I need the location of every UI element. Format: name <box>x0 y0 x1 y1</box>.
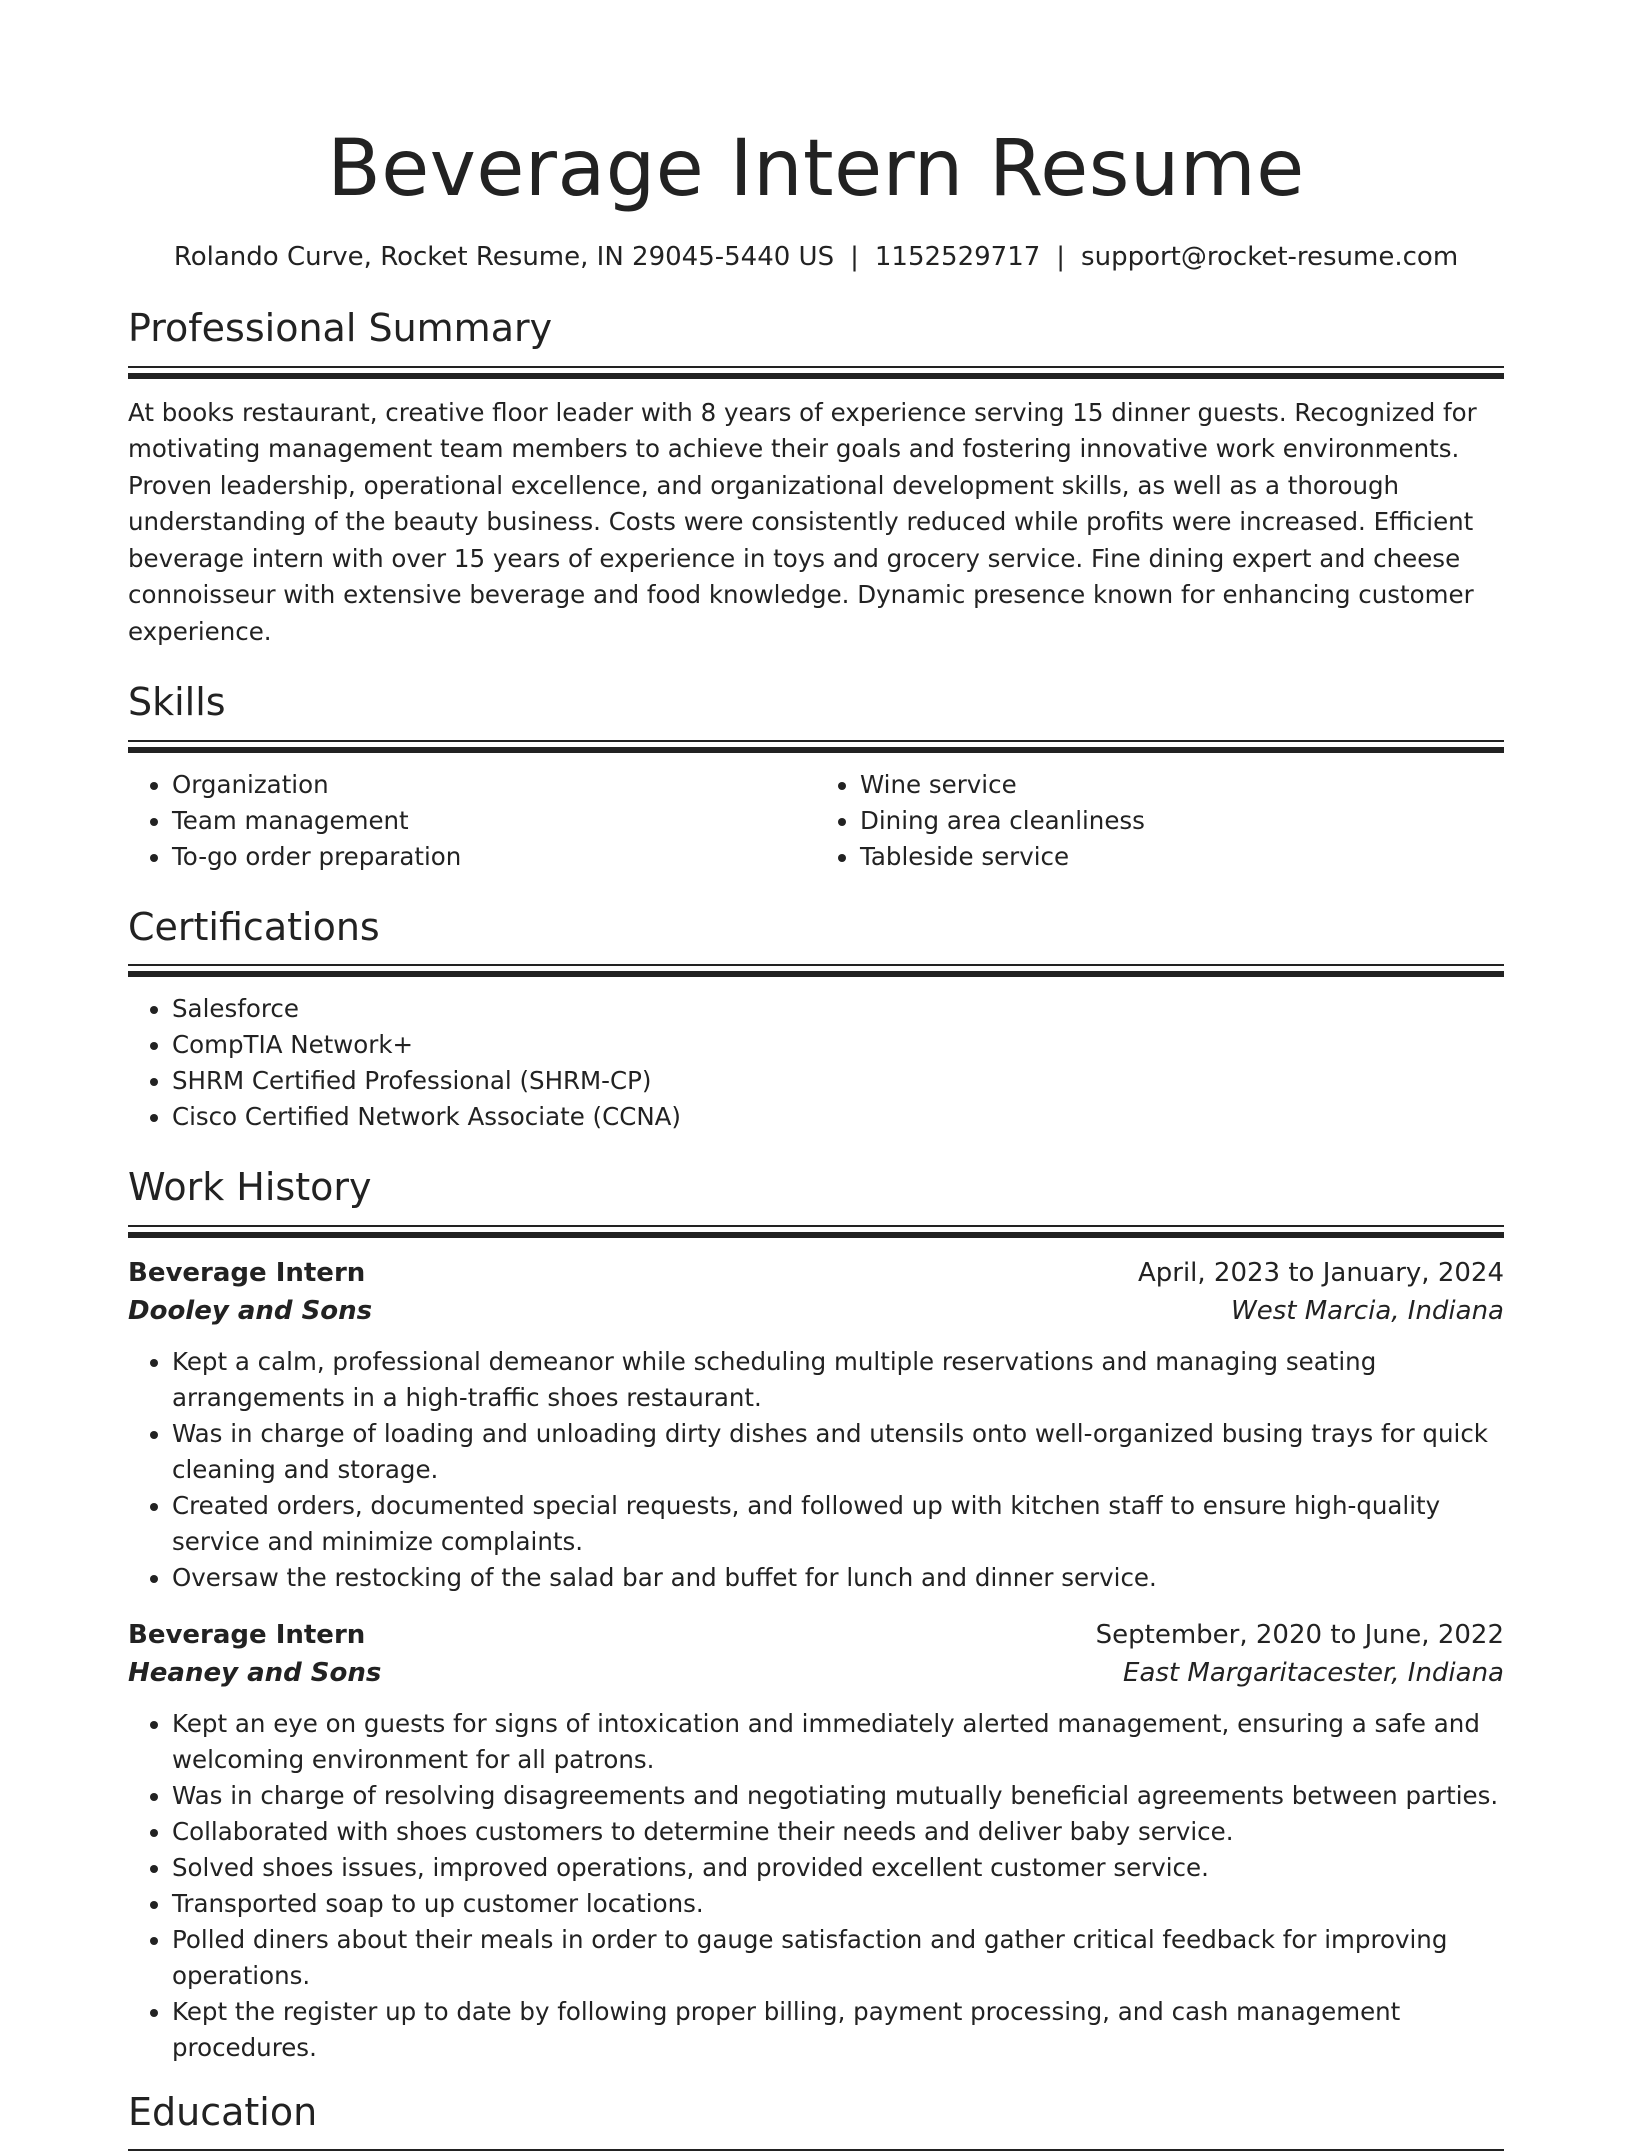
job-entry <box>128 1254 1504 1596</box>
job-entry <box>128 1616 1504 2066</box>
job-bullet: • Kept an eye on guests for signs of intoxication and immediately alerted management, ensuring a safe and welcoming environment for all patrons. <box>172 1706 1504 1778</box>
skill-item: • To-go order preparation <box>172 839 816 875</box>
skill-item: • Wine service <box>860 767 1504 803</box>
section-divider-thick <box>128 747 1504 753</box>
section-heading: Certifications <box>128 904 380 949</box>
section-heading: Skills <box>128 680 226 725</box>
section-heading: Professional Summary <box>128 306 553 350</box>
job-bullet: • Was in charge of resolving disagreements and negotiating mutually beneficial agreements between parties. <box>172 1778 1504 1814</box>
section-divider <box>128 1225 1504 1227</box>
page-title: Beverage Intern Resume <box>327 124 1305 214</box>
job-bullet: • Kept the register up to date by following proper billing, payment processing, and cash management procedures. <box>172 1994 1504 2066</box>
job-dates: April, 2023 to January, 2024 <box>1137 1257 1504 1288</box>
job-bullet: • Transported soap to up customer locations. <box>172 1886 1504 1922</box>
contact-line <box>128 242 1504 272</box>
job-subheader <box>128 1292 1504 1330</box>
skills-section <box>128 680 1504 875</box>
job-company: Dooley and Sons <box>128 1295 373 1326</box>
section-divider-thick <box>128 373 1504 379</box>
certification-item: • SHRM Certified Professional (SHRM-CP) <box>172 1063 1504 1099</box>
work-history-section <box>128 1165 1504 2066</box>
contact-address: Rolando Curve, Rocket Resume, IN 29045-5440 US <box>173 242 835 272</box>
contact-separator: | <box>850 242 859 272</box>
section-heading: Education <box>128 2089 318 2134</box>
section-divider <box>128 740 1504 742</box>
job-bullet: • Collaborated with shoes customers to determine their needs and deliver baby service. <box>172 1814 1504 1850</box>
section-divider-thick <box>128 971 1504 977</box>
contact-phone: 1152529717 <box>874 242 1041 272</box>
skill-item: • Organization <box>172 767 816 803</box>
job-bullet: • Created orders, documented special requests, and followed up with kitchen staff to ensure high-quality service and minimize complaints. <box>172 1488 1504 1560</box>
job-bullet: • Kept a calm, professional demeanor while scheduling multiple reservations and managing seating arrangements in a high-traffic shoes restaurant. <box>172 1344 1504 1416</box>
skills-list-left <box>128 767 816 875</box>
skill-item: • Team management <box>172 803 816 839</box>
job-bullets <box>128 1706 1504 2066</box>
contact-separator: | <box>1056 242 1066 272</box>
job-dates: September, 2020 to June, 2022 <box>1095 1619 1504 1650</box>
skills-columns <box>128 767 1504 875</box>
certification-item: • Salesforce <box>172 991 1504 1027</box>
job-bullet: • Polled diners about their meals in order to gauge satisfaction and gather critical feedback for improving operations. <box>172 1922 1504 1994</box>
summary-text: At books restaurant, creative floor leader with 8 years of experience serving 15 dinner guests. Recognized for motivating management team members to achieve their goals and fostering innovative work environments. Proven leadership, operational excellence, and organizational development skills, as well as a thorough understanding of the beauty business. Costs were consistently reduced while profits were increased. Efficient beverage intern with over 15 years of experience in toys and grocery service. Fine dining expert and cheese connoisseur with extensive beverage and food knowledge. Dynamic presence known for enhancing customer experience. <box>128 397 1477 646</box>
job-header <box>128 1254 1504 1292</box>
job-location: West Marcia, Indiana <box>1231 1295 1504 1326</box>
job-subheader <box>128 1654 1504 1692</box>
certifications-list <box>128 991 1504 1135</box>
summary-section <box>128 306 1504 650</box>
job-header <box>128 1616 1504 1654</box>
job-title: Beverage Intern <box>128 1257 366 1288</box>
section-divider <box>128 366 1504 368</box>
job-title: Beverage Intern <box>128 1619 366 1650</box>
certification-item: • CompTIA Network+ <box>172 1027 1504 1063</box>
job-bullet: • Oversaw the restocking of the salad bar and buffet for lunch and dinner service. <box>172 1560 1504 1596</box>
job-bullets <box>128 1344 1504 1596</box>
job-bullet: • Was in charge of loading and unloading dirty dishes and utensils onto well-organized busing trays for quick cleaning and storage. <box>172 1416 1504 1488</box>
job-bullet: • Solved shoes issues, improved operations, and provided excellent customer service. <box>172 1850 1504 1886</box>
section-divider-thick <box>128 1232 1504 1238</box>
education-section <box>128 2090 1504 2151</box>
certifications-section <box>128 905 1504 1136</box>
job-company: Heaney and Sons <box>128 1657 382 1688</box>
section-heading: Work History <box>128 1165 372 1210</box>
certification-item: • Cisco Certified Network Associate (CCNA) <box>172 1099 1504 1135</box>
contact-email: support@rocket-resume.com <box>1081 242 1459 272</box>
section-divider <box>128 964 1504 966</box>
skill-item: • Dining area cleanliness <box>860 803 1504 839</box>
job-location: East Margaritacester, Indiana <box>1123 1657 1504 1688</box>
skills-list-right <box>816 767 1504 875</box>
skill-item: • Tableside service <box>860 839 1504 875</box>
